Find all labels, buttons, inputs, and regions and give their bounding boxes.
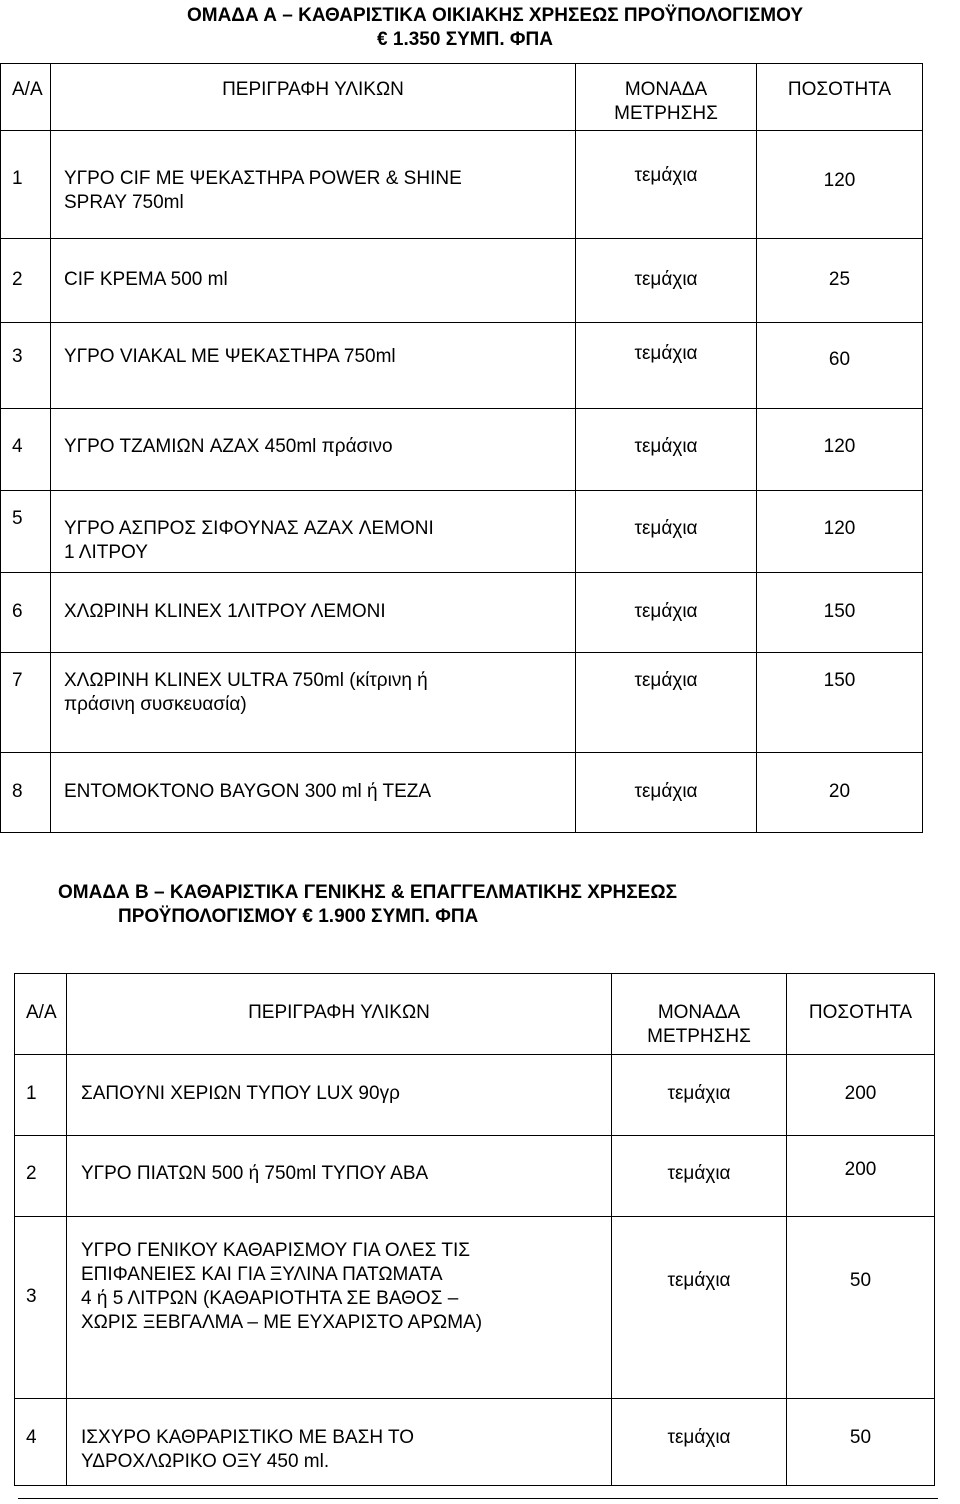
row-description: ΥΓΡΟ ΠΙΑΤΩΝ 500 ή 750ml ΤΥΠΟΥ ΑΒΑ: [67, 1136, 612, 1217]
row-unit: τεμάχια: [612, 1217, 787, 1399]
table-row: [1, 753, 923, 833]
row-quantity: 200: [787, 1055, 935, 1136]
row-quantity: 120: [757, 409, 923, 491]
row-quantity: 50: [787, 1217, 935, 1399]
table-row: [1, 409, 923, 491]
row-quantity: 60: [757, 323, 923, 409]
row-description: [51, 131, 576, 239]
row-aa: 8: [1, 753, 51, 833]
row-aa: 1: [1, 131, 51, 239]
row-description-line: SPRAY 750ml: [64, 192, 184, 213]
row-quantity: 20: [757, 753, 923, 833]
table-row: [1, 323, 923, 409]
row-description-line: ΥΓΡΟ ΑΣΠΡΟΣ ΣΙΦΟΥΝΑΣ AZAX ΛΕΜΟΝΙ: [64, 518, 434, 539]
row-description-line: ΕΠΙΦΑΝΕΙΕΣ ΚΑΙ ΓΙΑ ΞΥΛΙΝΑ ΠΑΤΩΜΑΤΑ: [81, 1264, 443, 1285]
row-unit: τεμάχια: [576, 753, 757, 833]
row-aa: 1: [15, 1055, 67, 1136]
row-unit: τεμάχια: [612, 1055, 787, 1136]
bottom-divider: [18, 1498, 938, 1499]
row-description: [67, 1399, 612, 1486]
row-description: ΥΓΡΟ ΤΖΑΜΙΩΝ AZAX 450ml πράσινο: [51, 409, 576, 491]
row-description: ΣΑΠΟΥΝΙ ΧΕΡΙΩΝ ΤΥΠΟΥ LUX 90γρ: [67, 1055, 612, 1136]
group-a-table: [0, 63, 923, 833]
row-description: [67, 1217, 612, 1399]
row-description-line: 4 ή 5 ΛΙΤΡΩΝ (ΚΑΘΑΡΙΟΤΗΤΑ ΣΕ ΒΑΘΟΣ –: [81, 1288, 459, 1309]
table-header-row: [15, 974, 935, 1055]
row-description: CIF ΚΡΕΜΑ 500 ml: [51, 239, 576, 323]
header-quantity: ΠΟΣΟΤΗΤΑ: [757, 64, 923, 131]
row-aa: 6: [1, 573, 51, 653]
table-row: [15, 1217, 935, 1399]
row-unit: τεμάχια: [576, 409, 757, 491]
group-b-heading: [58, 881, 898, 929]
table-row: [1, 239, 923, 323]
row-unit: τεμάχια: [576, 323, 757, 409]
group-b-heading-line1: ΟΜΑΔΑ Β – ΚΑΘΑΡΙΣΤΙΚΑ ΓΕΝΙΚΗΣ & ΕΠΑΓΓΕΛΜΑΤΙΚΗΣ ΧΡΗΣΕΩΣ: [58, 882, 677, 903]
row-unit: τεμάχια: [576, 239, 757, 323]
group-b-heading-line2: ΠΡΟΫΠΟΛΟΓΙΣΜΟΥ € 1.900 ΣΥΜΠ. ΦΠΑ: [118, 906, 479, 927]
row-unit: τεμάχια: [576, 573, 757, 653]
row-description-line: ΧΩΡΙΣ ΞΕΒΓΑΛΜΑ – ΜΕ ΕΥΧΑΡΙΣΤΟ ΑΡΩΜΑ): [81, 1312, 483, 1333]
group-a-heading-line1: ΟΜΑΔΑ Α – ΚΑΘΑΡΙΣΤΙΚΑ ΟΙΚΙΑΚΗΣ ΧΡΗΣΕΩΣ ΠΡΟΫΠΟΛΟΓΙΣΜΟΥ: [186, 5, 804, 26]
header-unit-line1: ΜΟΝΑΔΑ: [657, 1002, 741, 1023]
row-aa: 5: [1, 491, 51, 573]
row-quantity: 200: [787, 1136, 935, 1217]
group-a-heading: [0, 4, 960, 52]
row-aa: 2: [15, 1136, 67, 1217]
row-description-line: ΥΓΡΟ CIF ΜΕ ΨΕΚΑΣΤΗΡΑ POWER & SHINE: [64, 168, 462, 189]
row-unit: τεμάχια: [576, 131, 757, 239]
header-unit: [612, 974, 787, 1055]
row-description-line: ΥΔΡΟΧΛΩΡΙΚΟ ΟΞΥ 450 ml.: [81, 1451, 330, 1472]
row-aa: 3: [15, 1217, 67, 1399]
table-row: [1, 573, 923, 653]
row-description-line: ΧΛΩΡΙΝΗ KLINEX ULTRA 750ml (κίτρινη ή: [64, 670, 428, 691]
table-row: [1, 491, 923, 573]
row-description-line: 1 ΛΙΤΡΟΥ: [64, 542, 148, 563]
header-aa: Α/Α: [1, 64, 51, 131]
table-row: [15, 1136, 935, 1217]
row-description: ΧΛΩΡΙΝΗ KLINEX 1ΛΙΤΡΟΥ ΛΕΜΟΝΙ: [51, 573, 576, 653]
row-aa: 7: [1, 653, 51, 753]
row-description: ΕΝΤΟΜΟΚΤΟΝΟ BAYGON 300 ml ή ΤΕΖΑ: [51, 753, 576, 833]
table-row: [1, 131, 923, 239]
row-description: [51, 653, 576, 753]
table-header-row: [1, 64, 923, 131]
row-quantity: 120: [757, 131, 923, 239]
table-row: [1, 653, 923, 753]
row-aa: 4: [15, 1399, 67, 1486]
header-quantity: ΠΟΣΟΤΗΤΑ: [787, 974, 935, 1055]
header-aa: Α/Α: [15, 974, 67, 1055]
row-description-line: ΙΣΧΥΡΟ ΚΑΘΡΑΡΙΣΤΙΚΟ ΜΕ ΒΑΣΗ ΤΟ: [81, 1427, 415, 1448]
row-quantity: 25: [757, 239, 923, 323]
header-description: ΠΕΡΙΓΡΑΦΗ ΥΛΙΚΩΝ: [67, 974, 612, 1055]
header-unit-line2: ΜΕΤΡΗΣΗΣ: [614, 103, 718, 124]
row-description: [51, 491, 576, 573]
table-row: [15, 1055, 935, 1136]
header-unit: [576, 64, 757, 131]
row-quantity: 150: [757, 653, 923, 753]
row-aa: 3: [1, 323, 51, 409]
header-description: ΠΕΡΙΓΡΑΦΗ ΥΛΙΚΩΝ: [51, 64, 576, 131]
row-quantity: 150: [757, 573, 923, 653]
row-unit: τεμάχια: [612, 1136, 787, 1217]
row-quantity: 50: [787, 1399, 935, 1486]
row-quantity: 120: [757, 491, 923, 573]
group-a-heading-line2: € 1.350 ΣΥΜΠ. ΦΠΑ: [377, 29, 553, 50]
row-unit: τεμάχια: [576, 491, 757, 573]
row-description: ΥΓΡΟ VIAKAL ΜΕ ΨΕΚΑΣΤΗΡΑ 750ml: [51, 323, 576, 409]
table-row: [15, 1399, 935, 1486]
row-unit: τεμάχια: [612, 1399, 787, 1486]
group-b-table: [14, 973, 935, 1486]
row-aa: 2: [1, 239, 51, 323]
row-description-line: ΥΓΡΟ ΓΕΝΙΚΟΥ ΚΑΘΑΡΙΣΜΟΥ ΓΙΑ ΟΛΕΣ ΤΙΣ: [81, 1240, 470, 1261]
row-description-line: πράσινη συσκευασία): [64, 694, 247, 715]
row-aa: 4: [1, 409, 51, 491]
header-unit-line1: ΜΟΝΑΔΑ: [624, 79, 708, 100]
row-unit: τεμάχια: [576, 653, 757, 753]
header-unit-line2: ΜΕΤΡΗΣΗΣ: [647, 1026, 751, 1047]
